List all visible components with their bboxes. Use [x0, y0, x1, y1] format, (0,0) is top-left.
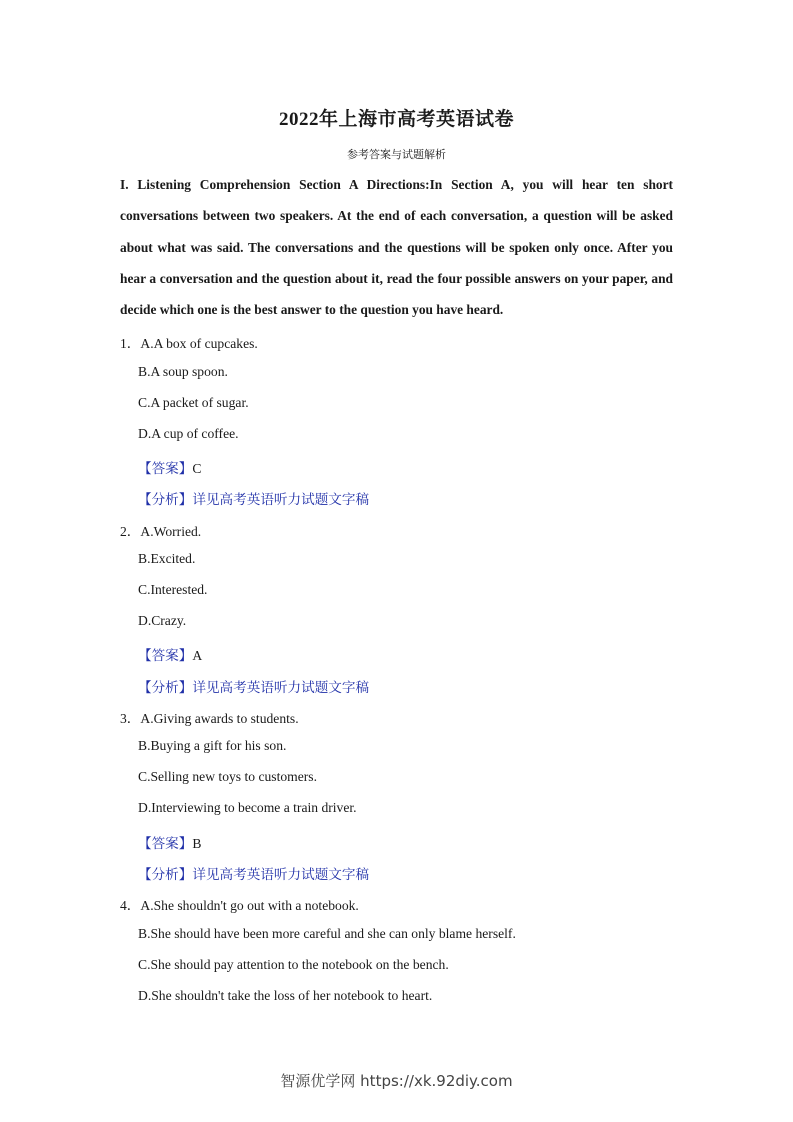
question-4-option-d: D.She shouldn't take the loss of her notebook to heart. — [138, 988, 433, 1003]
question-2-option-c: C.Interested. — [138, 582, 208, 597]
question-1-option-b: B.A soup spoon. — [138, 364, 228, 379]
question-2-analysis: 【分析】详见高考英语听力试题文字稿 — [138, 680, 370, 695]
question-3-answer: 【答案】B — [138, 836, 202, 851]
question-1-analysis: 【分析】详见高考英语听力试题文字稿 — [138, 492, 370, 507]
question-4-option-a: 4．A.She shouldn't go out with a notebook. — [120, 898, 359, 913]
question-3-analysis: 【分析】详见高考英语听力试题文字稿 — [138, 867, 370, 882]
page-title: 2022年上海市高考英语试卷 — [278, 109, 514, 130]
question-3-option-b: B.Buying a gift for his son. — [138, 738, 287, 753]
section-directions: I. Listening Comprehension Section A Directions:In Section A, you will hear ten short conversations between two speakers. At the end of each conversation, a question will be asked about what was said. The conversations and the questions will be spoken only once. After you hear a conversation and the question about it, read the four possible answers on your paper, and decide which one is the best answer to the question you have heard. — [120, 177, 673, 318]
footer-watermark: 智源优学网 https://xk.92diy.com — [280, 1072, 513, 1090]
question-2-option-d: D.Crazy. — [138, 613, 187, 628]
question-2-option-a: 2．A.Worried. — [120, 524, 202, 539]
question-1-option-a: 1．A.A box of cupcakes. — [120, 336, 258, 351]
question-3-option-a: 3．A.Giving awards to students. — [120, 711, 299, 726]
question-2-answer: 【答案】A — [138, 648, 203, 663]
question-1-option-d: D.A cup of coffee. — [138, 426, 239, 441]
question-4-option-b: B.She should have been more careful and she can only blame herself. — [138, 926, 516, 941]
question-4-option-c: C.She should pay attention to the notebook on the bench. — [138, 957, 449, 972]
question-1-option-c: C.A packet of sugar. — [138, 395, 249, 410]
question-3-option-d: D.Interviewing to become a train driver. — [138, 800, 357, 815]
page-subtitle: 参考答案与试题解析 — [347, 149, 446, 161]
question-2-option-b: B.Excited. — [138, 551, 196, 566]
question-3-option-c: C.Selling new toys to customers. — [138, 769, 317, 784]
question-1-answer: 【答案】C — [138, 461, 202, 476]
